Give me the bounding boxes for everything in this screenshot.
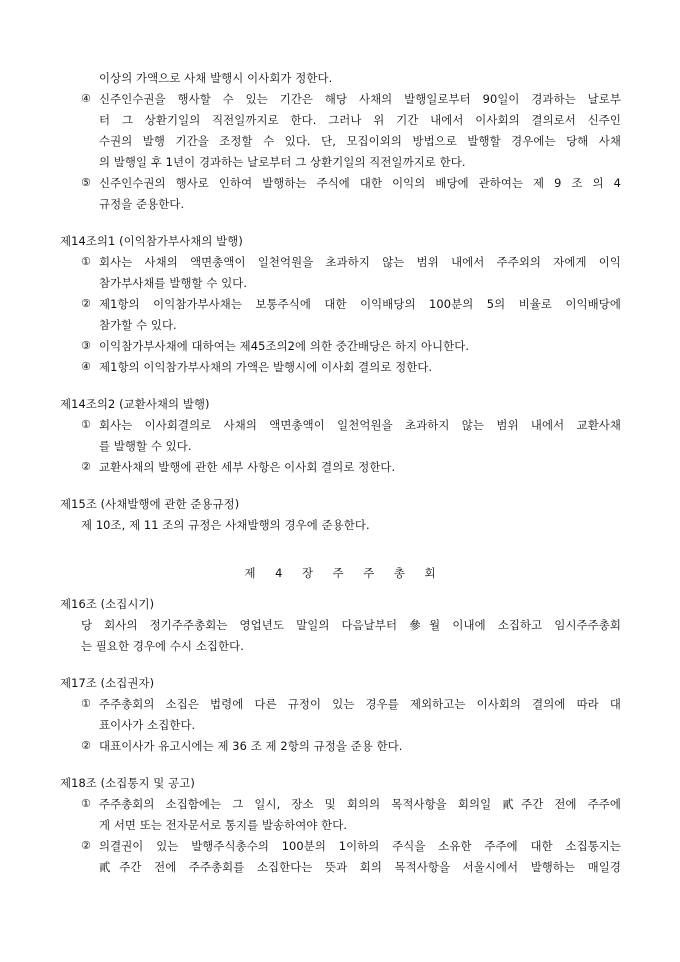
text-line: 제 10조, 제 11 조의 규정은 사채발행의 경우에 준용한다. bbox=[81, 518, 370, 532]
article-heading: 제14조의2 (교환사채의 발행) bbox=[60, 397, 210, 411]
article-heading: 제17조 (소집권자) bbox=[60, 676, 155, 690]
text-line: 제1항의 이익참가부사채의 가액은 발행시에 이사회 결의로 정한다. bbox=[99, 360, 433, 374]
text-line: 수권의 발행 기간을 조정할 수 있다. 단, 모집이외의 방법으로 발행할 경우에는 당해 사채 bbox=[99, 134, 621, 148]
text-line: 를 발행할 수 있다. bbox=[99, 439, 192, 453]
clause-number: ① bbox=[81, 255, 91, 268]
clause-number: ⑤ bbox=[81, 176, 91, 189]
text-line: 신주인수권의 행사로 인하여 발행하는 주식에 대한 이익의 배당에 관하여는 제 9 조 의 4 bbox=[99, 176, 621, 190]
clause-number: ② bbox=[81, 839, 91, 852]
text-line: 신주인수권을 행사할 수 있는 기간은 해당 사채의 발행일로부터 90일이 경과하는 날로부 bbox=[99, 92, 621, 106]
article-heading: 제16조 (소집시기) bbox=[60, 597, 155, 611]
text-line: 이상의 가액으로 사채 발행시 이사회가 정한다. bbox=[99, 71, 333, 85]
clause-number: ② bbox=[81, 460, 91, 473]
clause-number: ③ bbox=[81, 339, 91, 352]
text-line: 는 필요한 경우에 수시 소집한다. bbox=[81, 639, 244, 653]
text-line: 회사는 이사회결의로 사채의 액면총액이 일천억원을 초과하지 않는 범위 내에서 교환사채 bbox=[99, 418, 621, 432]
clause-number: ② bbox=[81, 297, 91, 310]
chapter-heading: 제 4 장 주 주 총 회 bbox=[244, 566, 436, 580]
text-line: 이익참가부사채에 대하여는 제45조의2에 의한 중간배당은 하지 아니한다. bbox=[99, 339, 470, 353]
article-heading: 제18조 (소집통지 및 공고) bbox=[60, 776, 195, 790]
text-line: 당 회사의 정기주주총회는 영업년도 말일의 다음날부터 參월 이내에 소집하고 임시주주총회 bbox=[81, 618, 621, 632]
clause-number: ① bbox=[81, 797, 91, 810]
text-line: 회사는 사채의 액면총액이 일천억원을 초과하지 않는 범위 내에서 주주외의 자에게 이익 bbox=[99, 255, 621, 269]
article-heading: 제15조 (사채발행에 관한 준용규정) bbox=[60, 497, 240, 511]
clause-number: ② bbox=[81, 739, 91, 752]
clause-number: ④ bbox=[81, 92, 91, 105]
text-line: 게 서면 또는 전자문서로 통지를 발송하여야 한다. bbox=[99, 818, 348, 832]
text-line: 주주총회의 소집함에는 그 일시, 장소 및 회의의 목적사항을 회의일 貳주간 전에 주주에 bbox=[99, 797, 621, 811]
clause-number: ① bbox=[81, 697, 91, 710]
text-line: 貳주간 전에 주주총회를 소집한다는 뜻과 회의 목적사항을 서울시에서 발행하는 매일경 bbox=[99, 860, 621, 874]
text-line: 참가할 수 있다. bbox=[99, 318, 177, 332]
text-line: 터 그 상환기일의 직전일까지로 한다. 그러나 위 기간 내에서 이사회의 결의로서 신주인 bbox=[99, 113, 621, 127]
text-line: 교환사채의 발행에 관한 세부 사항은 이사회 결의로 정한다. bbox=[99, 460, 396, 474]
text-line: 주주총회의 소집은 법령에 다른 규정이 있는 경우를 제외하고는 이사회의 결의에 따라 대 bbox=[99, 697, 621, 711]
text-line: 참가부사채를 발행할 수 있다. bbox=[99, 276, 248, 290]
text-line: 의결권이 있는 발행주식총수의 100분의 1이하의 주식을 소유한 주주에 대한 소집통지는 bbox=[99, 839, 621, 853]
text-line: 대표이사가 유고시에는 제 36 조 제 2항의 규정을 준용 한다. bbox=[99, 739, 403, 753]
article-heading: 제14조의1 (이익참가부사채의 발행) bbox=[60, 234, 243, 248]
clause-number: ① bbox=[81, 418, 91, 431]
clause-number: ④ bbox=[81, 360, 91, 373]
text-line: 표이사가 소집한다. bbox=[99, 718, 196, 732]
text-line: 규정을 준용한다. bbox=[99, 197, 185, 211]
text-line: 제1항의 이익참가부사채는 보통주식에 대한 이익배당의 100분의 5의 비율로 이익배당에 bbox=[99, 297, 621, 311]
text-line: 의 발행일 후 1년이 경과하는 날로부터 그 상환기일의 직전일까지로 한다. bbox=[99, 155, 466, 169]
